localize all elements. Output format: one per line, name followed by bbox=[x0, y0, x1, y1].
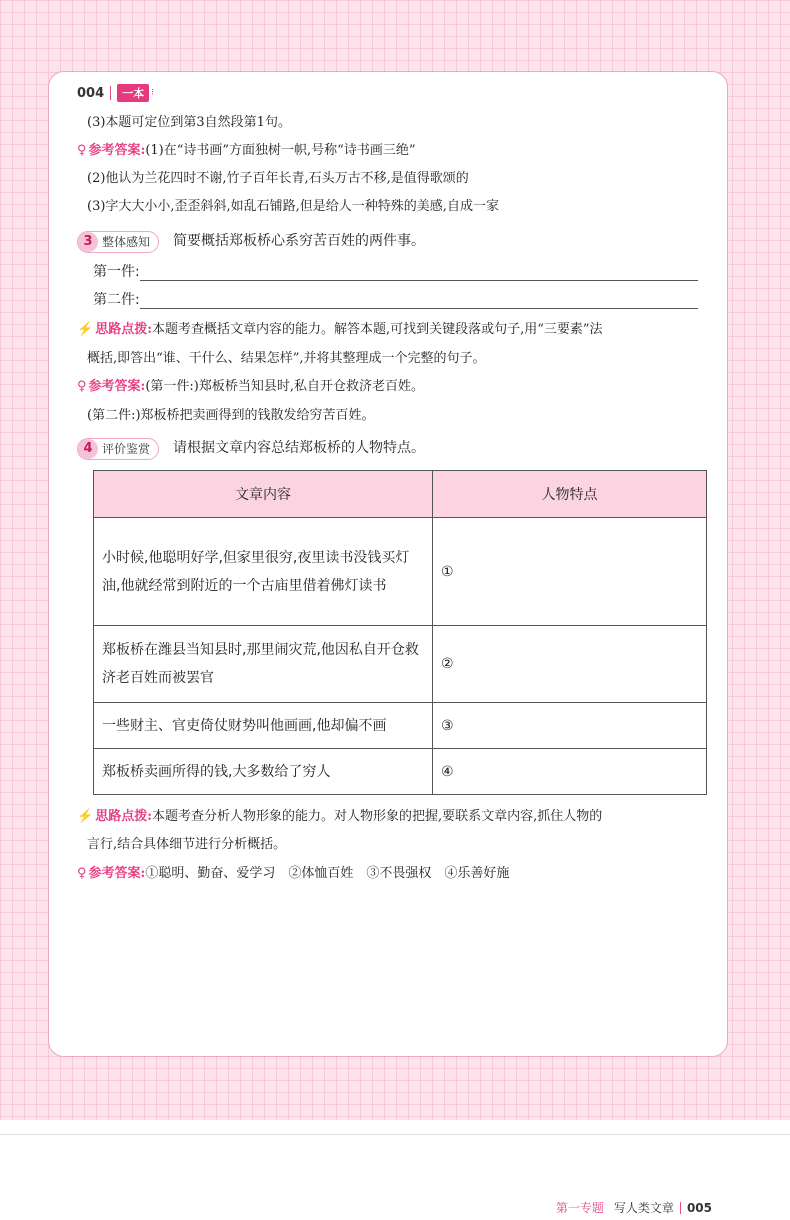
header-divider bbox=[110, 86, 111, 100]
hint-line bbox=[77, 808, 602, 826]
table-row bbox=[94, 626, 707, 703]
table-header: 人物特点 bbox=[433, 471, 707, 518]
footer-page-number: 005 bbox=[686, 1200, 712, 1215]
page-footer bbox=[556, 1199, 712, 1216]
blank-label: 第一件: bbox=[93, 264, 140, 280]
question-tag-label: 整体感知 bbox=[102, 235, 151, 249]
hint-text: 本题考查分析人物形象的能力。对人物形象的把握,要联系文章内容,抓住人物的 bbox=[152, 809, 603, 824]
table-cell[interactable]: ③ bbox=[433, 703, 707, 749]
blank-first bbox=[93, 262, 698, 281]
table-cell: 一些财主、官吏倚仗财势叫他画画,他却偏不画 bbox=[94, 703, 433, 749]
answer-label: 参考答案: bbox=[88, 866, 146, 881]
table-header-row bbox=[94, 471, 707, 518]
footer-divider bbox=[680, 1202, 681, 1214]
lightbulb-icon: ♀ bbox=[77, 866, 87, 881]
hint-line bbox=[77, 321, 603, 339]
table-cell: 小时候,他聪明好学,但家里很穷,夜里读书没钱买灯油,他就经常到附近的一个古庙里借着佛灯读书 bbox=[94, 518, 433, 626]
answer-line bbox=[77, 142, 415, 160]
answer-line: (2)他认为兰花四时不谢,竹子百年长青,石头万古不移,是值得歌颂的 bbox=[87, 171, 469, 186]
lightbulb-icon: ♀ bbox=[77, 379, 87, 394]
table-row bbox=[94, 749, 707, 795]
table-header: 文章内容 bbox=[94, 471, 433, 518]
lightning-icon: ⚡ bbox=[77, 322, 94, 337]
page-number: 004 bbox=[77, 85, 105, 101]
table-row bbox=[94, 703, 707, 749]
hint-line: 言行,结合具体细节进行分析概括。 bbox=[87, 837, 287, 852]
answer-line bbox=[77, 378, 424, 396]
blank-label: 第二件: bbox=[93, 292, 140, 308]
answer-label: 参考答案: bbox=[88, 379, 146, 394]
question-number: 4 bbox=[78, 439, 98, 459]
answer-text: (1)在“诗书画”方面独树一帜,号称“诗书画三绝” bbox=[145, 143, 416, 158]
lightbulb-icon: ♀ bbox=[77, 143, 87, 158]
brand-dots-icon: ⁝ bbox=[151, 88, 155, 98]
question-tag bbox=[77, 438, 159, 460]
answer-text: (第一件:)郑板桥当知县时,私自开仓救济老百姓。 bbox=[145, 379, 424, 394]
table-row bbox=[94, 518, 707, 626]
text-line: (3)本题可定位到第3自然段第1句。 bbox=[87, 115, 291, 130]
answer-text: ①聪明、勤奋、爱学习 ②体恤百姓 ③不畏强权 ④乐善好施 bbox=[145, 866, 510, 881]
hint-text: 本题考查概括文章内容的能力。解答本题,可找到关键段落或句子,用“三要素”法 bbox=[152, 322, 603, 337]
character-table bbox=[93, 470, 707, 795]
brand-logo: 一本 bbox=[117, 84, 149, 102]
hint-line: 概括,即答出“谁、干什么、结果怎样”,并将其整理成一个完整的句子。 bbox=[87, 351, 486, 366]
content-card bbox=[48, 71, 728, 1057]
footer-section: 第一专题 bbox=[555, 1201, 604, 1215]
hint-label: 思路点拨: bbox=[95, 322, 152, 337]
question-number: 3 bbox=[78, 232, 98, 252]
lightning-icon: ⚡ bbox=[77, 809, 94, 824]
question-3 bbox=[77, 231, 425, 253]
question-text: 简要概括郑板桥心系穷苦百姓的两件事。 bbox=[173, 233, 426, 249]
answer-line bbox=[77, 865, 509, 883]
next-page bbox=[0, 1134, 790, 1220]
hint-label: 思路点拨: bbox=[95, 809, 152, 824]
question-tag bbox=[77, 231, 159, 253]
table-cell: 郑板桥在潍县当知县时,那里闹灾荒,他因私自开仓救济老百姓而被罢官 bbox=[94, 626, 433, 703]
answer-line: (3)字大大小小,歪歪斜斜,如乱石铺路,但是给人一种特殊的美感,自成一家 bbox=[87, 199, 499, 214]
footer-title: 写人类文章 bbox=[613, 1201, 674, 1215]
answer-label: 参考答案: bbox=[88, 143, 146, 158]
answer-blank[interactable] bbox=[140, 262, 698, 281]
table-cell[interactable]: ① bbox=[433, 518, 707, 626]
table-cell[interactable]: ④ bbox=[433, 749, 707, 795]
table-cell: 郑板桥卖画所得的钱,大多数给了穷人 bbox=[94, 749, 433, 795]
answer-blank[interactable] bbox=[140, 290, 698, 309]
blank-second bbox=[93, 290, 698, 309]
question-text: 请根据文章内容总结郑板桥的人物特点。 bbox=[173, 440, 426, 456]
table-cell[interactable]: ② bbox=[433, 626, 707, 703]
page-header bbox=[77, 84, 154, 102]
question-tag-label: 评价鉴赏 bbox=[102, 442, 151, 456]
question-4 bbox=[77, 438, 425, 460]
answer-line: (第二件:)郑板桥把卖画得到的钱散发给穷苦百姓。 bbox=[87, 408, 375, 423]
